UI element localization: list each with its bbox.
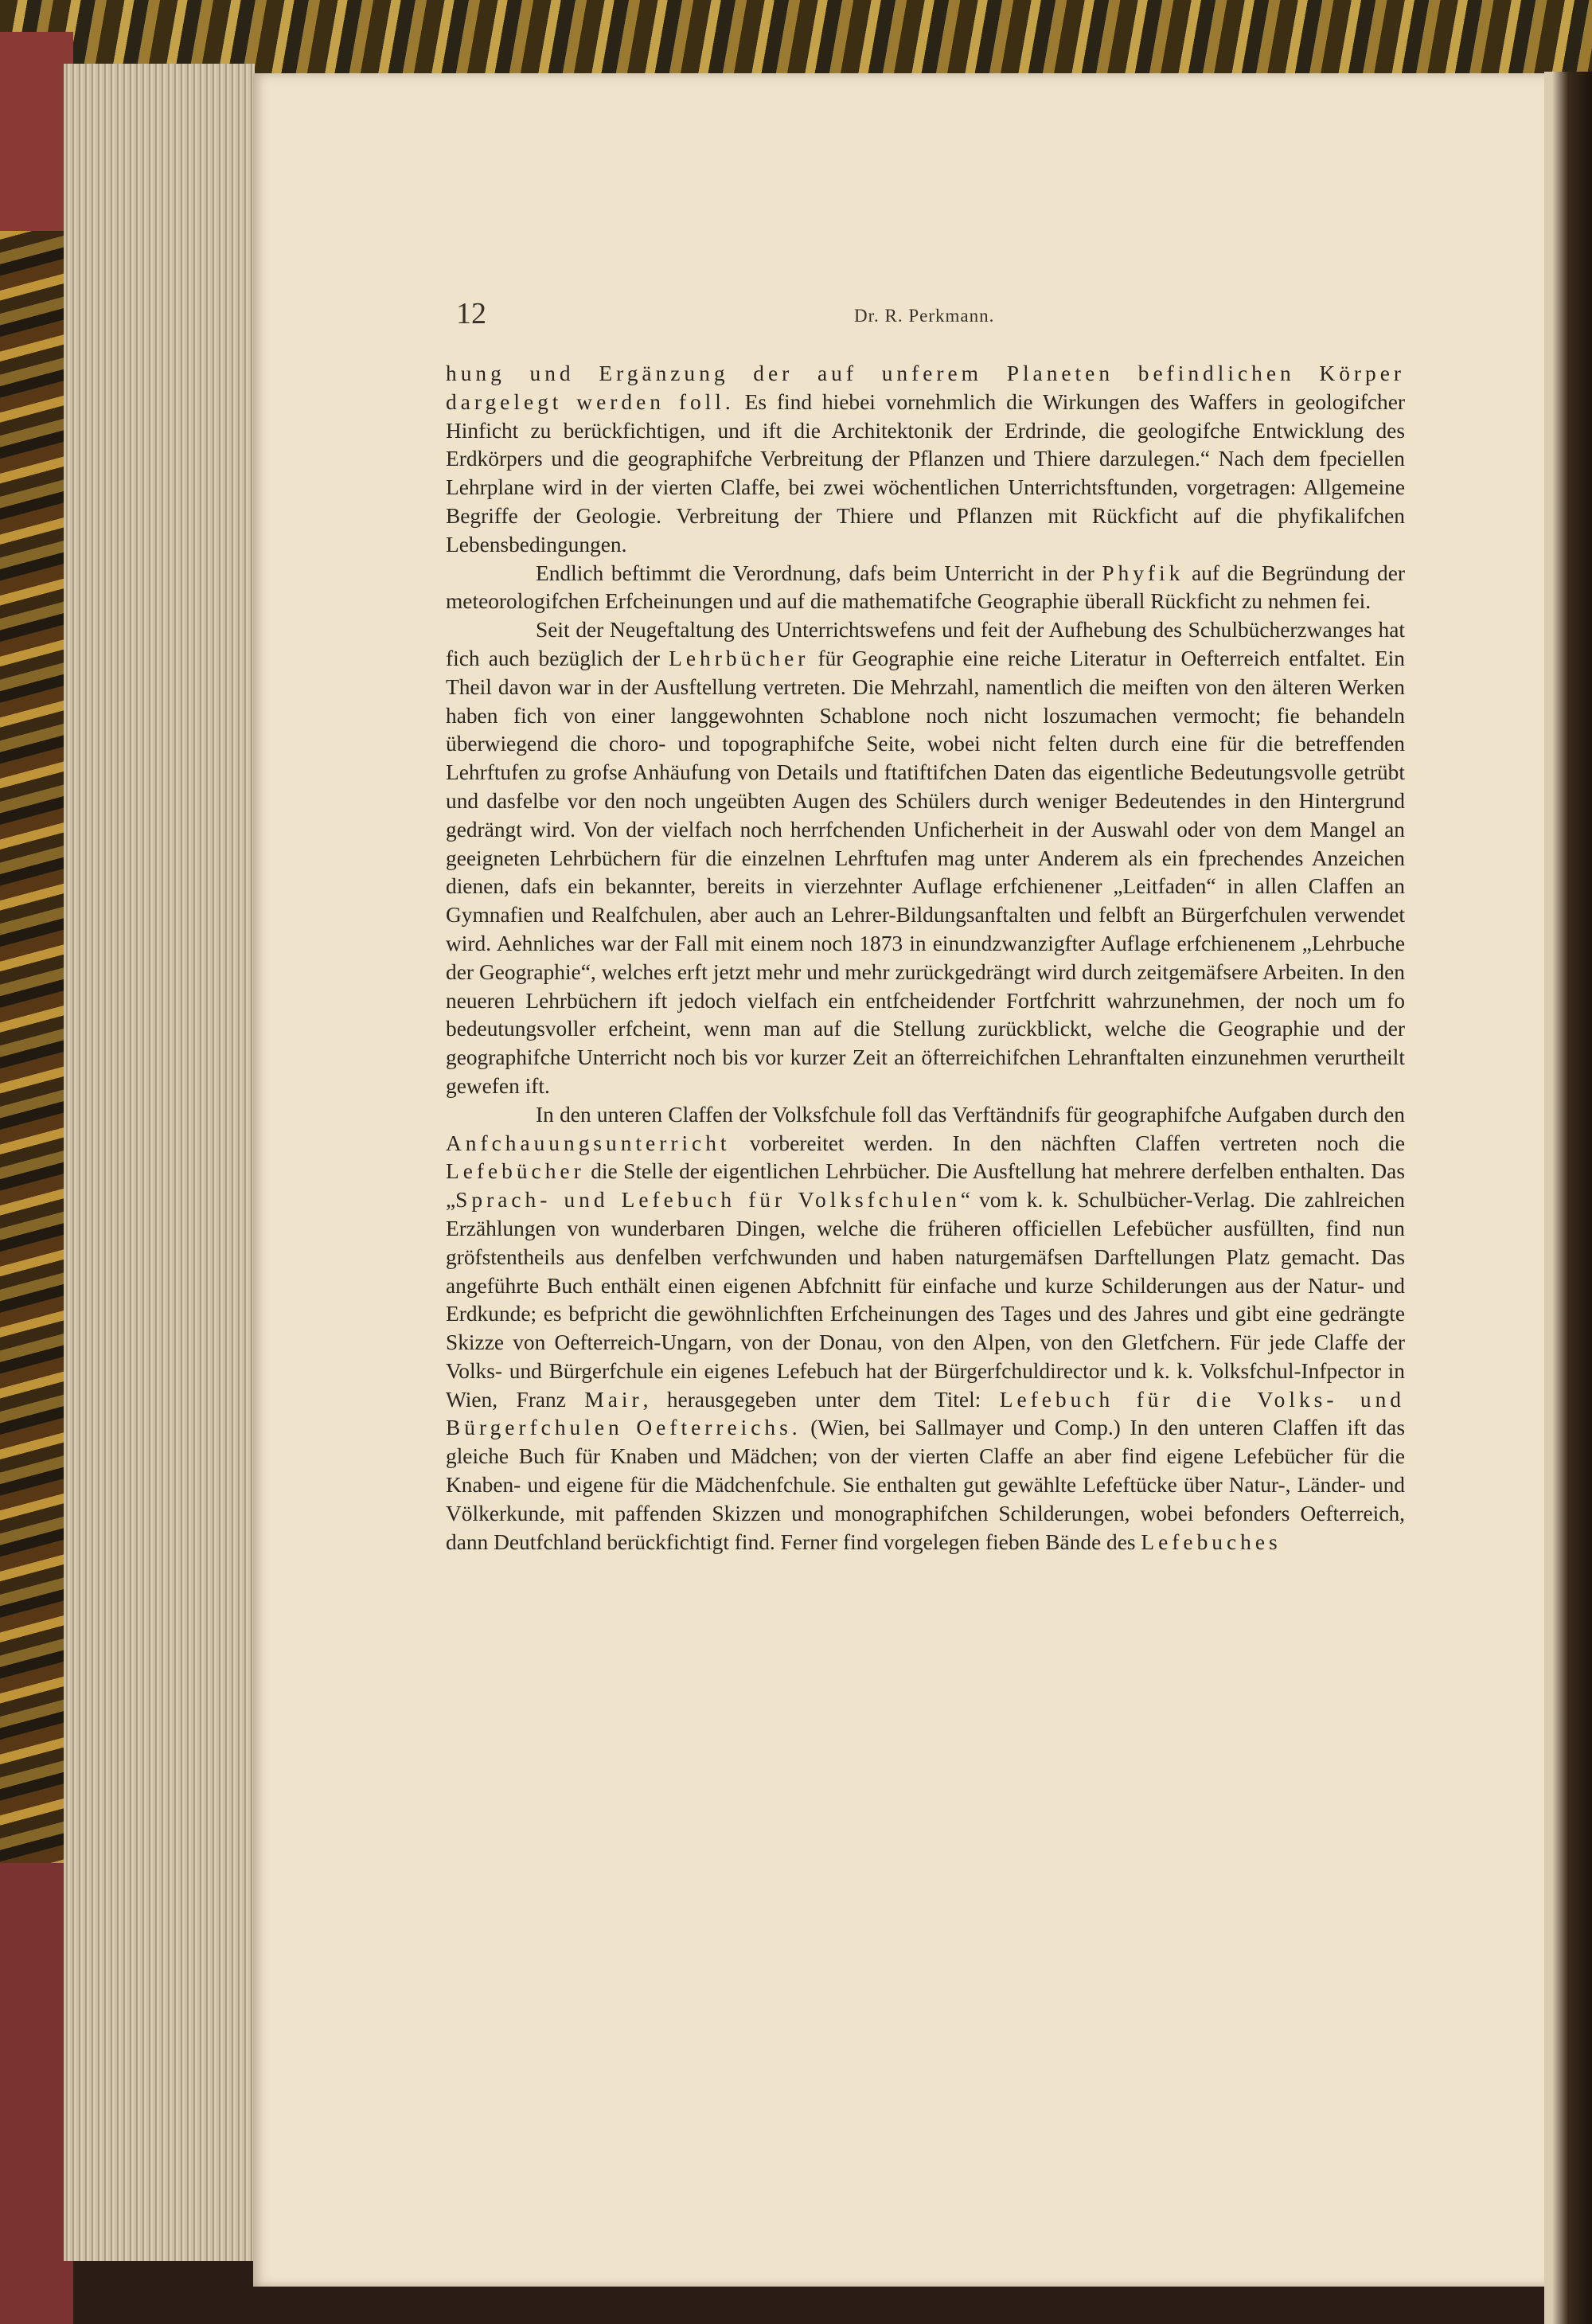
book-cover-leather-corner-top <box>0 32 73 231</box>
book-cover-leather-corner-bottom <box>0 1863 73 2324</box>
page-number: 12 <box>456 297 486 330</box>
spaced-text: Lefebuches <box>1141 1529 1282 1554</box>
book-gutter-right <box>1544 72 1592 2324</box>
text-run: Endlich beftimmt die Verordnung, dafs beim Unterricht in der <box>536 560 1102 585</box>
text-run: Seit der Neugeftaltung des Unterrichtswefens und feit der Aufhebung des Schulbücherzwanges hat fich auch bezüglich der <box>446 618 1405 670</box>
text-run: In den unteren Claffen der Volksfchule foll das Verftändnifs für geographifche Aufgaben durch den <box>536 1102 1405 1127</box>
paragraph <box>446 560 1405 617</box>
paragraph <box>446 360 1405 560</box>
body-text <box>446 360 1405 1556</box>
text-run: “ vom k. k. Schulbücher-Verlag. Die zahlreichen Erzählungen von wunderbaren Dingen, welche die früheren officiellen Lefebücher ausfüllten, find nun gröfstentheils aus denfelben verfchwunden und haben naturgemäfsen Darftellungen Platz gemacht. Das angeführte Buch enthält einen eigenen Abfchnitt für einfache und kurze Schilderungen aus der Natur- und Erdkunde; es befpricht die gewöhnlichften Erfcheinungen des Tages und des Jahres und gibt eine gedrängte Skizze von Oefterreich-Ungarn, von der Donau, von den Alpen, von den Gletfchern. Für jede Claffe der Volks- und Bürgerfchule ein eigenes Lefebuch hat der Bürgerfchuldirector und k. k. Volksfchul-Infpector in Wien, Franz <box>446 1188 1405 1412</box>
spaced-text: hung und Ergänzung der auf unferem Planeten befindlichen Körper dargelegt werden foll. <box>446 361 1405 414</box>
text-run: Es find hiebei vornehmlich die Wirkungen des Waffers in geologifcher Hinficht zu berückfichtigen, und ift die Architektonik der Erdrinde, die geologifche Entwicklung des Erdkörpers und die geographifche Verbreitung der Pflanzen und Thiere darzulegen.“ Nach dem fpeciellen Lehrplane wird in der vierten Claffe, bei zwei wöchentlichen Unterrichtsftunden, vorgetragen: Allgemeine Begriffe der Geologie. Verbreitung der Thiere und Pflanzen mit Rückficht auf die phyfikalifchen Lebensbedingungen. <box>446 389 1405 557</box>
paragraph <box>446 1101 1405 1557</box>
text-run: für Geographie eine reiche Literatur in Oefterreich entfaltet. Ein Theil davon war in der Ausftellung vertreten. Die Mehrzahl, namentlich die meiften von den älteren Werken haben fich von einer langgewohnten Schablone noch nicht loszumachen vermocht; fie behandeln überwiegend die choro- und topographifche Seite, wobei nicht felten durch eine für die betreffenden Lehrftufen zu grofse Anhäufung von Details und ftatiftifchen Daten das eigentliche Bedeutungsvolle getrübt und dasfelbe vor den noch ungeübten Augen des Schülers durch weniger Bedeutendes in den Hintergrund gedrängt wird. Von der vielfach noch herrfchenden Unficherheit in der Auswahl oder von dem Mangel an geeigneten Lehrbüchern für die einzelnen Lehrftufen mag unter Anderem als ein fprechendes Anzeichen dienen, dafs ein bekannter, bereits in vierzehnter Auflage erfchienener „Leitfaden“ in allen Claffen an Gymnafien und Realfchulen, aber auch an Lehrer-Bildungsanftalten und felbft an Bürgerfchulen verwendet wird. Aehnliches war der Fall mit einem noch 1873 in einundzwanzigfter Auflage erfchienenem „Lehrbuche der Geographie“, welches erft jetzt mehr und mehr zurückgedrängt wird durch zeitgemäfsere Arbeiten. In den neueren Lehrbüchern ift jedoch vielfach ein entfcheidender Fortfchritt wahrzunehmen, der noch um fo bedeutungsvoller erfcheint, wenn man auf die Stellung zurückblickt, welche die Geographie und der geographifche Unterricht noch bis vor kurzer Zeit an öfterreichifchen Lehranftalten einzunehmen verurtheilt gewefen ift. <box>446 646 1405 1098</box>
text-run: auf die Begründung der meteorologifchen Erfcheinungen und auf die mathematifche Geographie überall Rückficht zu nehmen fei. <box>446 560 1406 614</box>
text-run: die Stelle der eigentlichen Lehrbücher. Die Ausftellung hat mehrere derfelben enthalten. Das „ <box>446 1159 1405 1213</box>
spaced-text: Lehrbücher <box>669 646 810 670</box>
page-edges <box>64 64 255 2261</box>
spaced-text: Mair <box>584 1387 643 1412</box>
spaced-text: Phyfik <box>1102 560 1184 585</box>
page-header <box>442 296 1413 336</box>
paragraph <box>446 616 1405 1101</box>
text-run: (Wien, bei Sallmayer und Comp.) In den unteren Claffen ift das gleiche Buch für Knaben und Mädchen; von der vierten Claffe an aber find eigene Lefebücher für die Knaben- und eigene für die Mädchenfchule. Sie enthalten gut gewählte Lefeftücke über Natur-, Länder- und Völkerkunde, mit paffenden Skizzen und monographifchen Schilderungen, wobei befonders Oefterreich, dann Deutfchland berückfichtigt find. Ferner find vorgelegen fieben Bände des <box>446 1416 1405 1554</box>
spaced-text: Sprach- und Lefebuch für Volksfchulen <box>455 1188 961 1213</box>
spaced-text: Anfchauungsunterricht <box>446 1131 731 1155</box>
spaced-text: Lefebuch für die Volks- und Bürgerfchulen Oefterreichs. <box>446 1387 1405 1440</box>
text-run: vorbereitet werden. In den nächften Claffen vertreten noch die <box>730 1131 1405 1155</box>
running-head: Dr. R. Perkmann. <box>854 306 995 326</box>
text-run: , herausgegeben unter dem Titel: <box>642 1387 1000 1412</box>
spaced-text: Lefebücher <box>446 1159 585 1184</box>
